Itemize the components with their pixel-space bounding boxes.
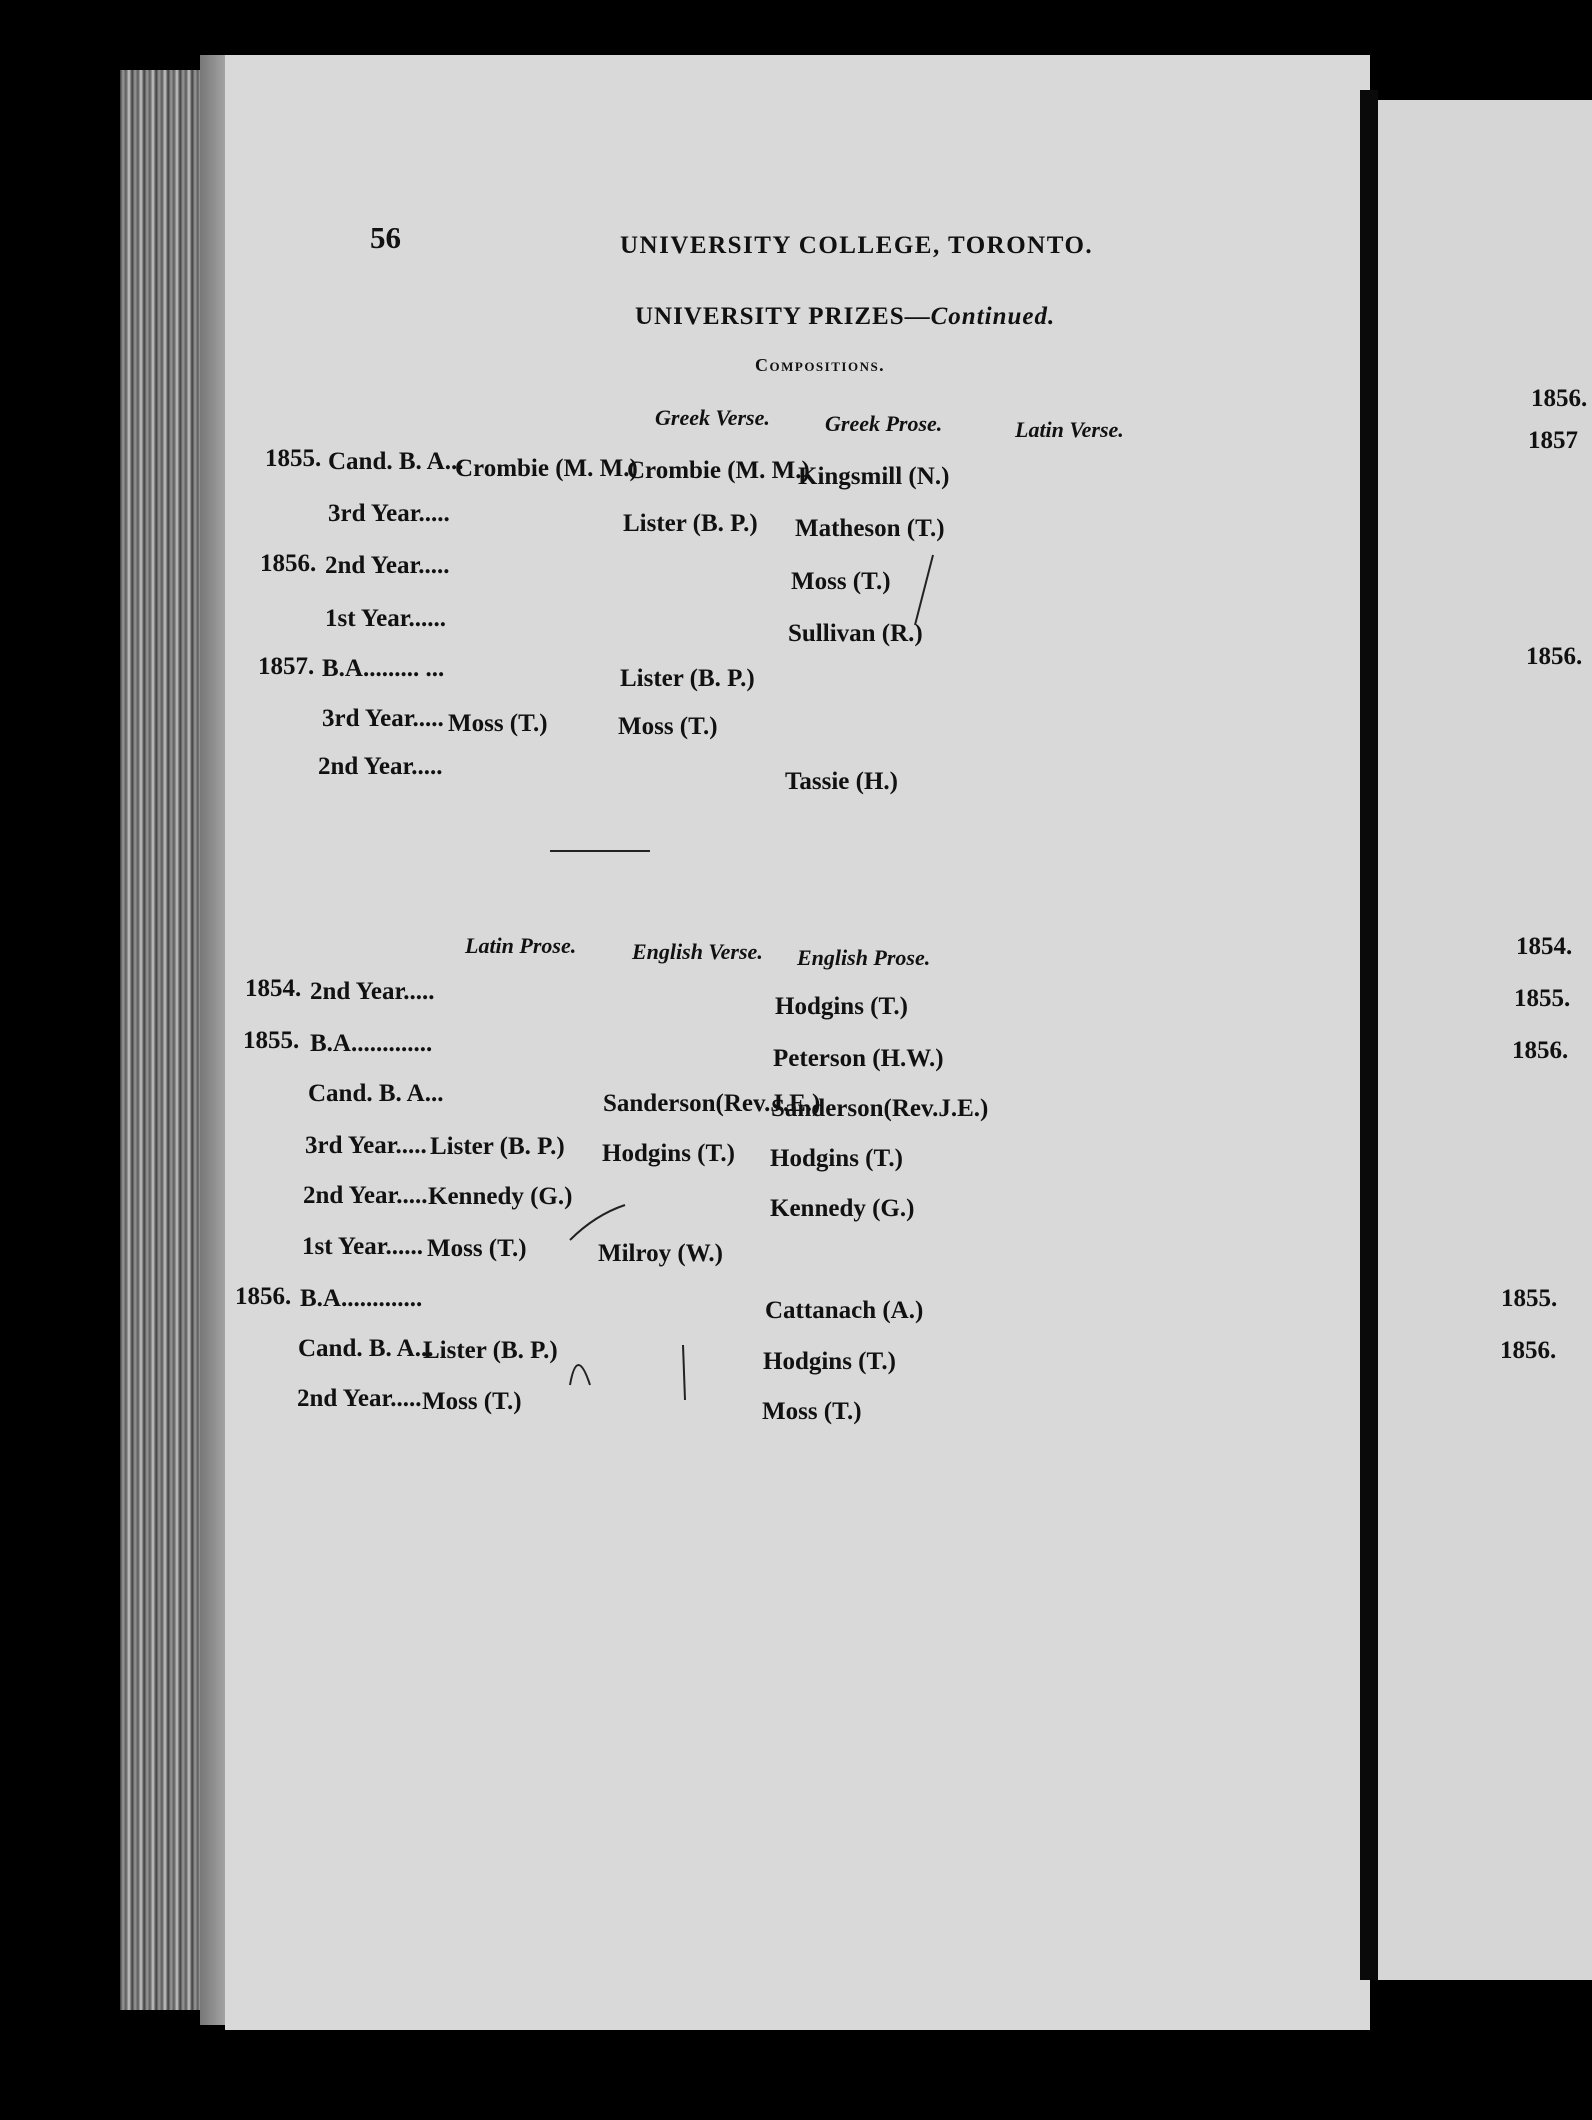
row-year: 1855. <box>243 1027 300 1054</box>
latin-verse-cell: Tassie (H.) <box>785 768 898 795</box>
latin-prose-cell: Kennedy (G.) <box>428 1183 573 1210</box>
greek-prose-cell: Crombie (M. M.) <box>627 457 810 484</box>
subsection-title: Compositions. <box>755 355 886 375</box>
col-english-verse: English Verse. <box>632 939 763 964</box>
pencil-stroke <box>683 1345 685 1400</box>
latin-prose-cell: Moss (T.) <box>427 1235 527 1262</box>
col-latin-prose: Latin Prose. <box>465 933 577 958</box>
section-title-continued: Continued. <box>930 303 1056 330</box>
row-class: B.A......... ... <box>322 655 445 682</box>
latin-verse-cell: Sullivan (R.) <box>788 620 923 647</box>
row-class: 2nd Year..... <box>310 978 435 1005</box>
english-verse-cell: Hodgins (T.) <box>602 1140 735 1167</box>
english-prose-cell: Kennedy (G.) <box>770 1195 915 1222</box>
facing-page-year: 1855. <box>1501 1285 1558 1312</box>
row-class: B.A............. <box>310 1030 433 1057</box>
pencil-stroke <box>570 1205 625 1240</box>
english-prose-cell: Hodgins (T.) <box>775 993 908 1020</box>
greek-prose-cell: Moss (T.) <box>618 713 718 740</box>
pencil-stroke <box>915 555 933 625</box>
greek-prose-cell: Lister (B. P.) <box>620 665 755 692</box>
col-english-prose: English Prose. <box>797 945 931 970</box>
pencil-marks <box>225 55 1370 2030</box>
pencil-stroke <box>570 1365 590 1385</box>
latin-prose-cell: Lister (B. P.) <box>430 1133 565 1160</box>
greek-prose-cell: Lister (B. P.) <box>623 510 758 537</box>
col-greek-prose: Greek Prose. <box>825 411 943 436</box>
english-prose-cell: Hodgins (T.) <box>770 1145 903 1172</box>
book-gutter <box>1360 90 1378 1980</box>
english-prose-cell: Sanderson(Rev.J.E.) <box>771 1095 989 1122</box>
facing-page-year: 1855. <box>1514 985 1571 1012</box>
facing-page-year: 1857 <box>1528 427 1578 454</box>
row-year: 1854. <box>245 975 302 1002</box>
english-verse-cell: Milroy (W.) <box>598 1240 723 1267</box>
english-prose-cell: Peterson (H.W.) <box>773 1045 944 1072</box>
facing-page-year: 1856. <box>1512 1037 1569 1064</box>
row-class: 3rd Year..... <box>322 705 444 732</box>
col-greek-verse: Greek Verse. <box>655 405 770 430</box>
english-prose-cell: Moss (T.) <box>762 1398 862 1425</box>
facing-page-year: 1854. <box>1516 933 1573 960</box>
facing-page <box>1378 100 1592 1980</box>
row-class: 2nd Year..... <box>303 1182 428 1209</box>
greek-verse-cell: Crombie (M. M.) <box>455 455 638 482</box>
row-class: 2nd Year..... <box>325 552 450 579</box>
latin-verse-cell: Kingsmill (N.) <box>798 463 950 490</box>
row-year: 1856. <box>260 550 317 577</box>
row-class: 3rd Year..... <box>328 500 450 527</box>
section-title-text: UNIVERSITY PRIZES— <box>635 303 931 330</box>
page-56 <box>225 55 1370 2030</box>
greek-verse-cell: Moss (T.) <box>448 710 548 737</box>
english-prose-cell: Hodgins (T.) <box>763 1348 896 1375</box>
row-year: 1856. <box>235 1283 292 1310</box>
row-class: 2nd Year..... <box>318 753 443 780</box>
facing-page-year: 1856. <box>1500 1337 1557 1364</box>
row-class: Cand. B. A... <box>328 448 464 475</box>
col-latin-verse: Latin Verse. <box>1015 417 1124 442</box>
facing-page-year: 1856. <box>1531 385 1588 412</box>
row-class: Cand. B. A... <box>308 1080 444 1107</box>
facing-page-year: 1856. <box>1526 643 1583 670</box>
row-class: 1st Year...... <box>325 605 447 632</box>
latin-verse-cell: Matheson (T.) <box>795 515 945 542</box>
latin-verse-cell: Moss (T.) <box>791 568 891 595</box>
latin-prose-cell: Moss (T.) <box>422 1388 522 1415</box>
row-class: B.A............. <box>300 1285 423 1312</box>
row-class: 1st Year...... <box>302 1233 424 1260</box>
row-year: 1857. <box>258 653 315 680</box>
row-class: Cand. B. A... <box>298 1335 434 1362</box>
row-class: 2nd Year..... <box>297 1385 422 1412</box>
english-prose-cell: Cattanach (A.) <box>765 1297 924 1324</box>
running-head: UNIVERSITY COLLEGE, TORONTO. <box>620 232 1094 259</box>
row-year: 1855. <box>265 445 322 472</box>
latin-prose-cell: Lister (B. P.) <box>423 1337 558 1364</box>
page-number: 56 <box>370 220 401 255</box>
row-class: 3rd Year..... <box>305 1132 427 1159</box>
english-verse-cell: Sanderson(Rev.J.E.) <box>603 1090 821 1117</box>
